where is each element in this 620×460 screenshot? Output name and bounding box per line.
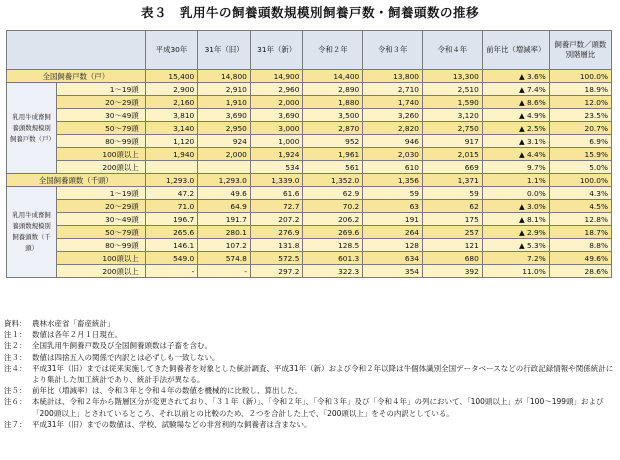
table-row (7, 265, 612, 278)
table-row (7, 200, 612, 213)
row-label: 30〜49頭 (57, 109, 145, 122)
table-cell: 100.0% (549, 70, 611, 83)
table-cell: 1,339.0 (250, 174, 303, 187)
table-cell: 128 (363, 239, 423, 252)
table-cell: 121 (423, 239, 483, 252)
row-label: 20〜29頭 (57, 96, 145, 109)
table-cell: 924 (198, 135, 251, 148)
table-cell: ▲ 2.5% (482, 122, 549, 135)
table-cell: 2,710 (363, 83, 423, 96)
table-cell: 14,800 (198, 70, 251, 83)
table-cell: ▲ 8.6% (482, 96, 549, 109)
table-cell: 2,950 (198, 122, 251, 135)
note-text: 数値は四捨五入の関係で内訳とは必ずしも一致しない。 (32, 352, 220, 362)
table-cell: 3,810 (145, 109, 198, 122)
table-cell: 71.0 (145, 200, 198, 213)
table-cell: 63 (363, 200, 423, 213)
table-cell: 2,510 (423, 83, 483, 96)
table-cell: ▲ 2.9% (482, 226, 549, 239)
table-cell: ▲ 3.1% (482, 135, 549, 148)
table-row (7, 83, 612, 96)
column-header: 31年（新） (250, 31, 303, 70)
row-label: 50〜79頭 (57, 122, 145, 135)
table-cell: 601.3 (303, 252, 363, 265)
table-cell: 12.8% (549, 213, 611, 226)
table-cell: 265.6 (145, 226, 198, 239)
table-cell: 634 (363, 252, 423, 265)
table-cell: ▲ 7.4% (482, 83, 549, 96)
table-cell: 354 (363, 265, 423, 278)
row-label: 100頭以上 (57, 252, 145, 265)
note-line (4, 318, 614, 329)
column-header: 平成30年 (145, 31, 198, 70)
table-cell: 2,890 (303, 83, 363, 96)
table-cell: 1,120 (145, 135, 198, 148)
row-label: 50〜79頭 (57, 226, 145, 239)
table-cell: - (145, 265, 198, 278)
note-line (4, 363, 614, 385)
table-row (7, 135, 612, 148)
table-row-total (7, 70, 612, 83)
row-label: 200頭以上 (57, 161, 145, 174)
note-line (4, 396, 614, 418)
note-text: 農林水産省「畜産統計」 (32, 319, 115, 328)
table-cell: 175 (423, 213, 483, 226)
table-cell: ▲ 3.0% (482, 200, 549, 213)
table-cell: 946 (363, 135, 423, 148)
table-cell: 1,924 (250, 148, 303, 161)
table-cell: 1,740 (363, 96, 423, 109)
table-cell: 1,293.0 (198, 174, 251, 187)
table-cell: 257 (423, 226, 483, 239)
table-row (7, 109, 612, 122)
table-cell: 2,820 (363, 122, 423, 135)
table-cell: 18.7% (549, 226, 611, 239)
column-header: 飼養戸数／頭数別階層比 (549, 31, 611, 70)
table-cell: 13,300 (423, 70, 483, 83)
table-cell: 146.1 (145, 239, 198, 252)
note-text: 数値は各年２月１日現在。 (32, 330, 122, 340)
table-cell: 534 (250, 161, 303, 174)
table-cell: 561 (303, 161, 363, 174)
note-text: 本統計は、令和２年から階層区分が変更されており、「３１年（新）」、「令和２年」、「令和３年」及び「令和４年」の列において、「100頭以上」が「100〜199頭」および「200頭以上」とされているところ、それ以前との比較のため、２つを合計した上で、「200頭以上」をその内訳としている。 (32, 397, 604, 418)
column-header: 令和２年 (303, 31, 363, 70)
column-header: 31年（旧） (198, 31, 251, 70)
table-cell: 15,400 (145, 70, 198, 83)
row-label: 1〜19頭 (57, 83, 145, 96)
table-row (7, 148, 612, 161)
table-cell: 2,870 (303, 122, 363, 135)
table-cell: 572.5 (250, 252, 303, 265)
table-cell: 3,260 (363, 109, 423, 122)
table-cell: 2,160 (145, 96, 198, 109)
note-text: 平成31年（旧）までは従来実施してきた飼養者を対象とした統計調査、平成31年（新）および令和２年以降は牛個体識別全国データベースなどの行政記録情報や関係統計により集計した加工統計であり、統計手法が異なる。 (32, 363, 614, 385)
table-cell: 70.2 (303, 200, 363, 213)
table-cell: 3,500 (303, 109, 363, 122)
note-line (4, 340, 614, 351)
table-cell: 1,371 (423, 174, 483, 187)
table-row (7, 96, 612, 109)
table-cell: 1,940 (145, 148, 198, 161)
row-label: 全国飼養戸数（戸） (7, 70, 146, 83)
table-cell: 4.5% (549, 200, 611, 213)
table-cell: 62.9 (303, 187, 363, 200)
table-cell: 61.6 (250, 187, 303, 200)
note-line (4, 419, 614, 430)
table-cell: 23.5% (549, 109, 611, 122)
row-label: 1〜19頭 (57, 187, 145, 200)
table-cell: 2,015 (423, 148, 483, 161)
table-cell: 4.3% (549, 187, 611, 200)
column-header: 令和３年 (363, 31, 423, 70)
table-cell: 49.6 (198, 187, 251, 200)
table-cell: 3,690 (198, 109, 251, 122)
note-label: 注２： (4, 341, 27, 351)
table-cell: 280.1 (198, 226, 251, 239)
table-cell: 1,352.0 (303, 174, 363, 187)
table-cell: 2,030 (363, 148, 423, 161)
table-cell (198, 161, 251, 174)
table-cell: 59 (423, 187, 483, 200)
row-label: 100頭以上 (57, 148, 145, 161)
table-cell: ▲ 5.3% (482, 239, 549, 252)
table-cell: 15.9% (549, 148, 611, 161)
table-cell: 3,000 (250, 122, 303, 135)
table-cell: 6.9% (549, 135, 611, 148)
table-cell: 669 (423, 161, 483, 174)
table-cell: 276.9 (250, 226, 303, 239)
table-cell: 13,800 (363, 70, 423, 83)
group-label: 乳用牛成畜飼養頭数規模別飼養頭数（千頭） (7, 187, 57, 278)
table-cell: 1,880 (303, 96, 363, 109)
row-label: 200頭以上 (57, 265, 145, 278)
table-row (7, 252, 612, 265)
group-label: 乳用牛成畜飼養頭数規模別飼養戸数（戸） (7, 83, 57, 174)
table-cell: 610 (363, 161, 423, 174)
note-text: 平成31年（旧）までの数値は、学校、試験場などの非営利的な飼養者は含まない。 (32, 419, 312, 429)
table-cell: 549.0 (145, 252, 198, 265)
table-cell: 20.7% (549, 122, 611, 135)
table-cell: 1,961 (303, 148, 363, 161)
table-cell: 2,000 (198, 148, 251, 161)
table-cell: 1,590 (423, 96, 483, 109)
table-cell: ▲ 8.1% (482, 213, 549, 226)
table-cell: 28.6% (549, 265, 611, 278)
table-cell: 917 (423, 135, 483, 148)
page-title: 表３ 乳用牛の飼養頭数規模別飼養戸数・飼養頭数の推移 (140, 5, 479, 20)
table-cell: 191 (363, 213, 423, 226)
table-cell: 8.8% (549, 239, 611, 252)
table-cell: 14,400 (303, 70, 363, 83)
table-cell: 0.0% (482, 187, 549, 200)
table-cell: 392 (423, 265, 483, 278)
table-cell: 3,690 (250, 109, 303, 122)
table-cell: 2,900 (145, 83, 198, 96)
row-label: 20〜29頭 (57, 200, 145, 213)
table-cell: 1,910 (198, 96, 251, 109)
table-cell: 14,900 (250, 70, 303, 83)
statistics-table (6, 30, 612, 278)
note-label: 注５： (4, 386, 27, 396)
table-row (7, 213, 612, 226)
table-cell: 2,910 (198, 83, 251, 96)
table-cell: 107.2 (198, 239, 251, 252)
column-header: 前年比（増減率） (482, 31, 549, 70)
table-cell: 11.0% (482, 265, 549, 278)
table-cell: 9.7% (482, 161, 549, 174)
table-cell: 47.2 (145, 187, 198, 200)
table-cell: 196.7 (145, 213, 198, 226)
table-cell: ▲ 4.9% (482, 109, 549, 122)
table-row (7, 187, 612, 200)
table-cell: 207.2 (250, 213, 303, 226)
note-text: 全国乳用牛飼養戸数及び全国飼養頭数は子畜を含む。 (32, 341, 212, 351)
note-line (4, 352, 614, 363)
table-cell: 1,356 (363, 174, 423, 187)
table-row (7, 161, 612, 174)
table-cell: 131.8 (250, 239, 303, 252)
table-cell: 72.7 (250, 200, 303, 213)
table-cell: 128.5 (303, 239, 363, 252)
table-cell: 64.9 (198, 200, 251, 213)
note-label: 注４： (4, 363, 27, 373)
table-row-total (7, 174, 612, 187)
table-row (7, 239, 612, 252)
notes-section (4, 318, 614, 430)
note-label: 注１： (4, 330, 27, 340)
note-text: 前年比（増減率）は、令和３年と令和４年の数値を機械的に比較し、算出した。 (32, 386, 302, 396)
row-label: 全国飼養頭数（千頭） (7, 174, 146, 187)
table-cell: 322.3 (303, 265, 363, 278)
table-cell: 191.7 (198, 213, 251, 226)
table-cell: 206.2 (303, 213, 363, 226)
table-cell: 1.1% (482, 174, 549, 187)
table-cell: 18.9% (549, 83, 611, 96)
note-label: 注７： (4, 419, 27, 429)
table-cell: 5.0% (549, 161, 611, 174)
table-cell (145, 161, 198, 174)
table-cell: 2,000 (250, 96, 303, 109)
note-label: 注６： (4, 397, 27, 407)
table-cell: 1,000 (250, 135, 303, 148)
table-row (7, 122, 612, 135)
table-cell: 269.6 (303, 226, 363, 239)
note-label: 資料： (4, 319, 27, 328)
table-cell: 2,960 (250, 83, 303, 96)
table-cell: 100.0% (549, 174, 611, 187)
header-blank (7, 31, 146, 70)
table-cell: ▲ 3.6% (482, 70, 549, 83)
table-cell: 1,293.0 (145, 174, 198, 187)
table-cell: 2,750 (423, 122, 483, 135)
row-label: 80〜99頭 (57, 135, 145, 148)
table-cell: 49.6% (549, 252, 611, 265)
note-label: 注３： (4, 352, 27, 362)
table-cell: 264 (363, 226, 423, 239)
row-label: 80〜99頭 (57, 239, 145, 252)
table-cell: - (198, 265, 251, 278)
column-header: 令和４年 (423, 31, 483, 70)
table-cell: ▲ 4.4% (482, 148, 549, 161)
table-cell: 59 (363, 187, 423, 200)
table-cell: 3,140 (145, 122, 198, 135)
table-cell: 952 (303, 135, 363, 148)
table-cell: 12.0% (549, 96, 611, 109)
table-cell: 62 (423, 200, 483, 213)
table-cell: 574.8 (198, 252, 251, 265)
table-cell: 7.2% (482, 252, 549, 265)
row-label: 30〜49頭 (57, 213, 145, 226)
table-cell: 680 (423, 252, 483, 265)
table-row (7, 226, 612, 239)
table-cell: 3,120 (423, 109, 483, 122)
note-line (4, 385, 614, 396)
note-line (4, 329, 614, 340)
header-row (7, 31, 612, 70)
table-cell: 297.2 (250, 265, 303, 278)
